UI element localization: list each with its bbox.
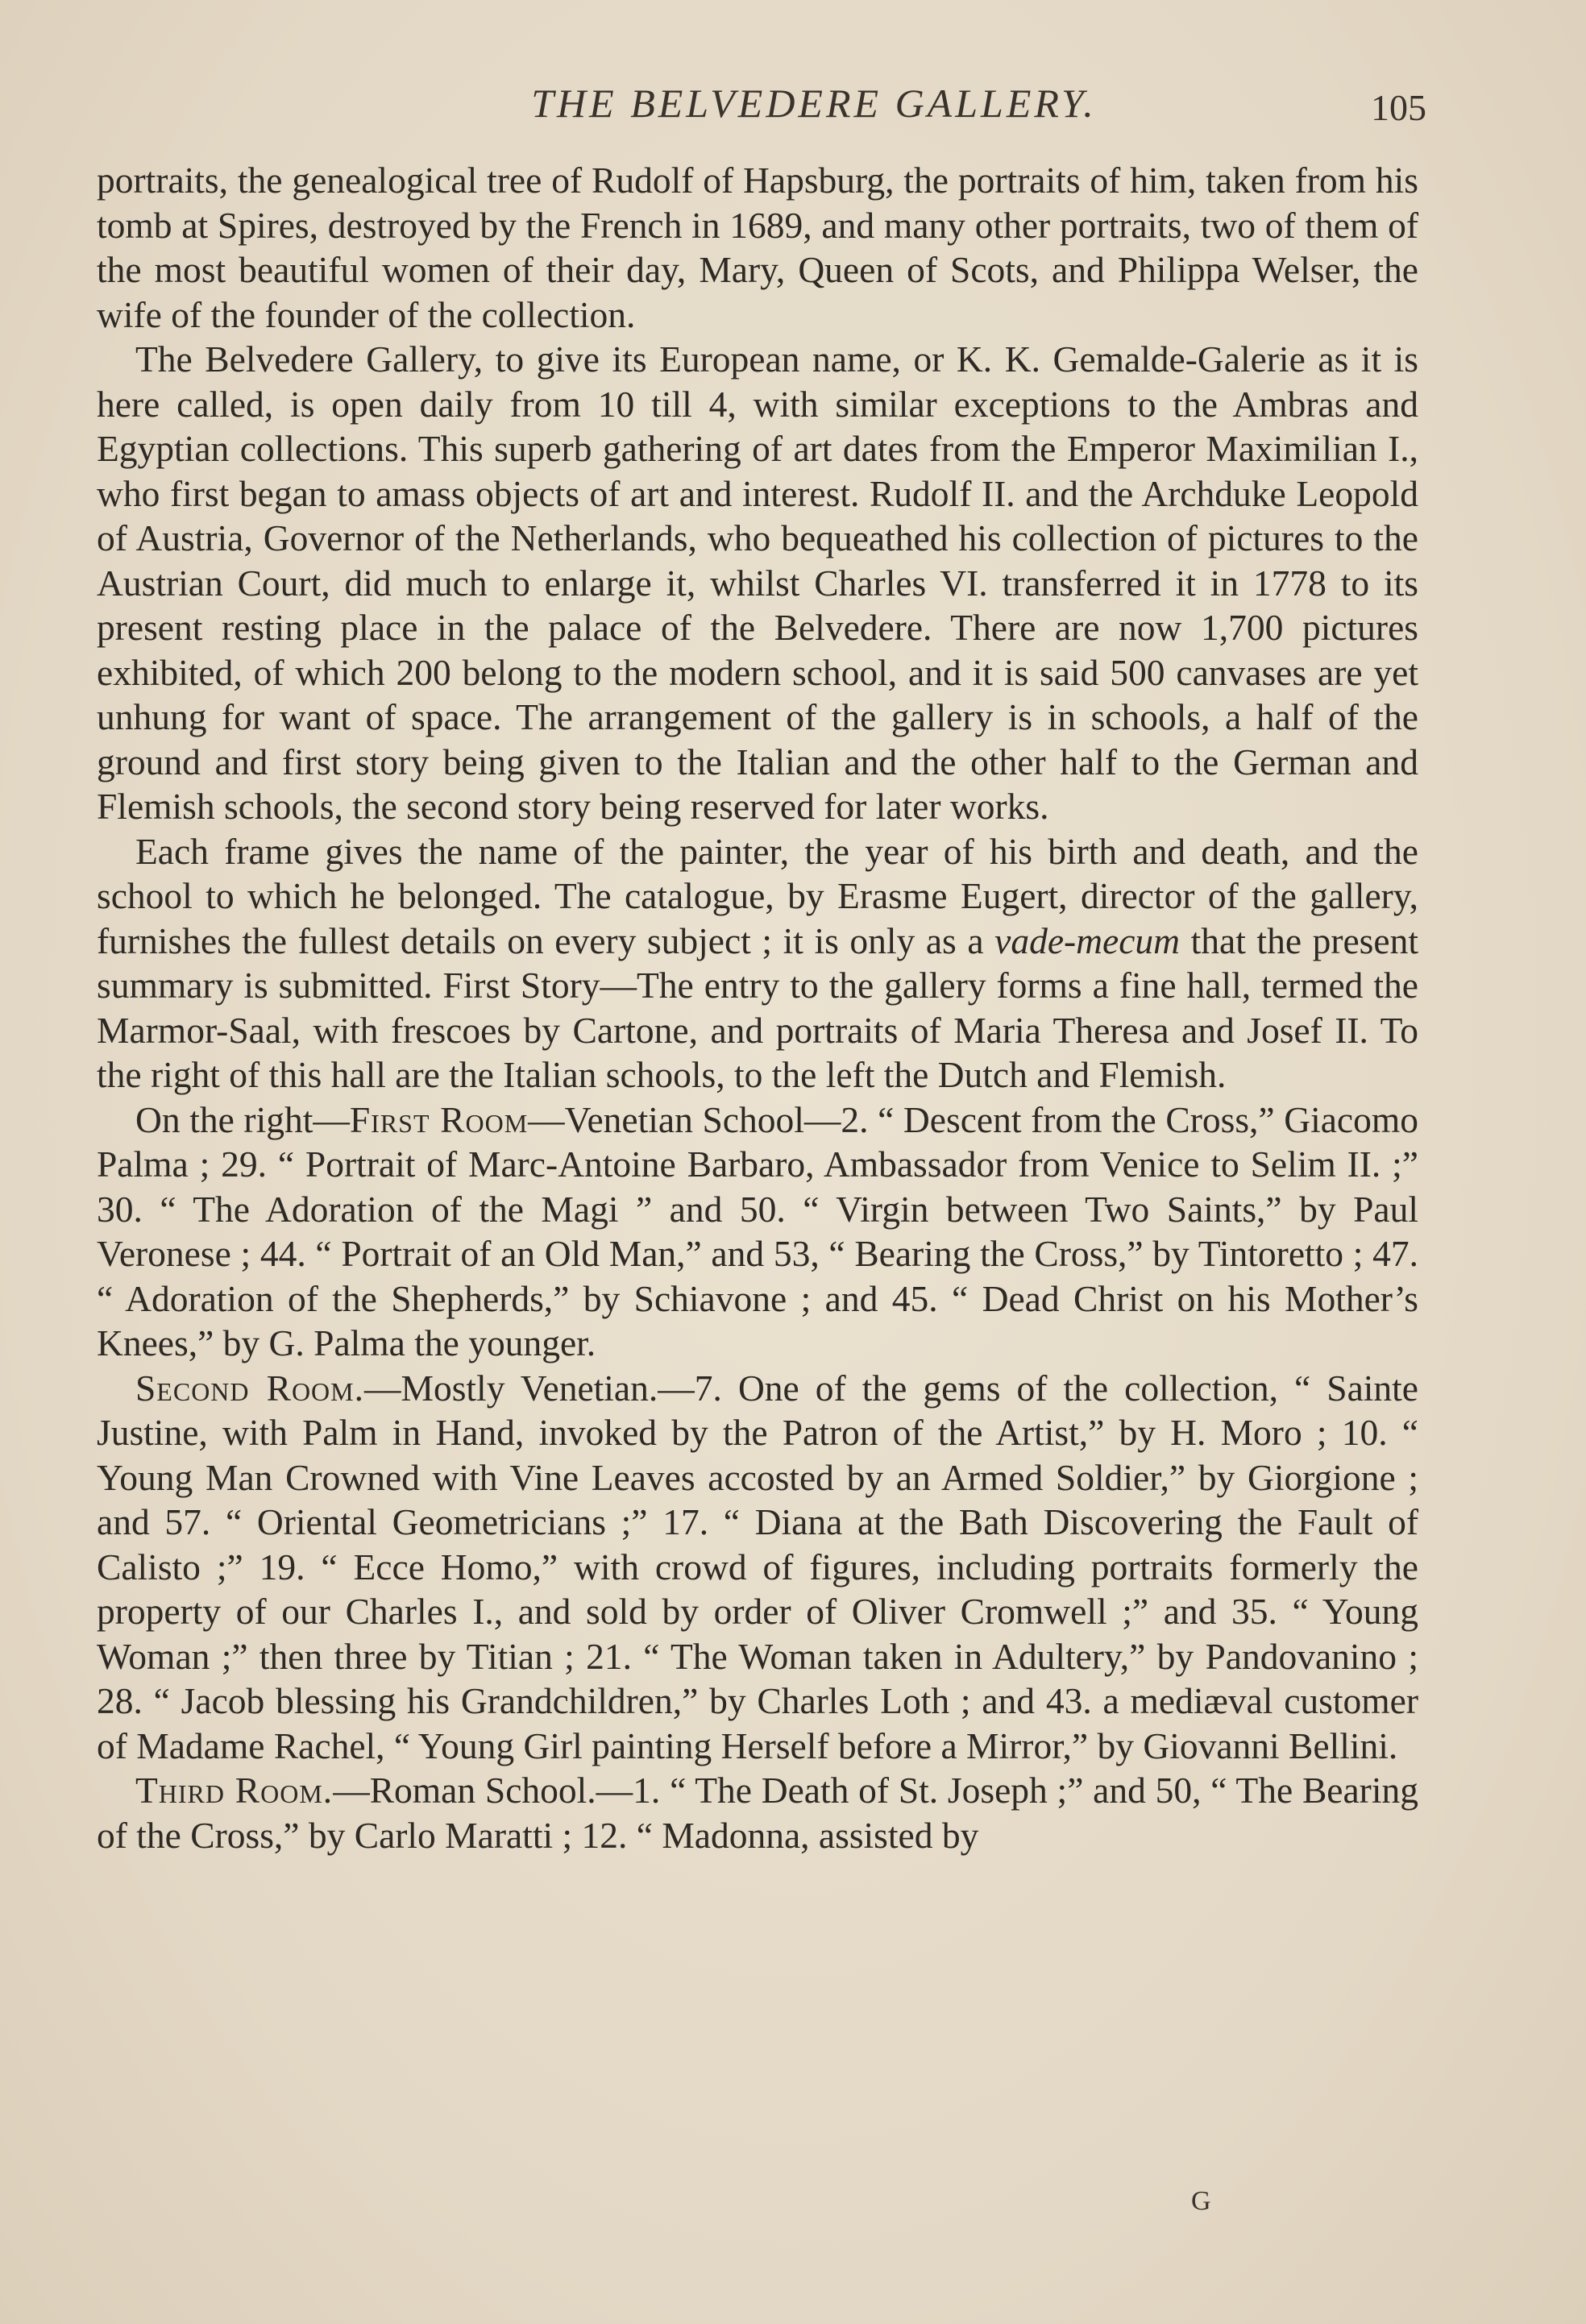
paragraph-second-room xyxy=(97,1366,1418,1769)
second-room-heading: Second Room. xyxy=(135,1367,364,1409)
first-room-lead: On the right— xyxy=(135,1098,350,1140)
running-head xyxy=(97,79,1426,135)
italic-term: vade-mecum xyxy=(994,919,1181,961)
third-room-heading: Third Room. xyxy=(135,1770,334,1811)
running-title: THE BELVEDERE GALLERY. xyxy=(531,81,1097,126)
paragraph-belvedere-intro: The Belvedere Gallery, to give its European name, or K. K. Gemalde-Galerie as it is here called, is open daily from 10 till 4, with similar exceptions to the Ambras and Egyptian collections. This superb gathering of art dates from the Emperor Maximilian I., who first began to amass objects of art and interest. Rudolf II. and the Archduke Leopold of Austria, Governor of the Netherlands, who bequeathed his collection of pictures to the Austrian Court, did much to enlarge it, whilst Charles VI. transferred it in 1778 to its present resting place in the palace of the Belvedere. There are now 1,700 pictures exhibited, of which 200 belong to the modern school, and it is said 500 canvases are yet unhung for want of space. The arrangement of the gallery is in schools, a half of the ground and first story being given to the Italian and the other half to the German and Flemish schools, the second story being reserved for later works. xyxy=(97,338,1418,827)
page-number: 105 xyxy=(1371,87,1426,128)
paragraph-first-room xyxy=(97,1098,1418,1366)
paragraph-catalogue-text-a: Each frame gives the name of the painter, the year of his birth and death, and the school to which he belonged. The catalogue, by Erasme Eugert, director of the gallery, furnishes the fullest details on every subject ; it is only as a xyxy=(97,830,1418,961)
paragraph-catalogue xyxy=(97,829,1418,1098)
body-text xyxy=(97,158,1418,1857)
paragraph-catalogue-text-b: that the present summary is submitted. First Story—The entry to the gallery forms a fine hall, termed the Marmor-Saal, with frescoes by Cartone, and portraits of Maria Theresa and Josef II. To the right of this hall are the Italian schools, to the left the Dutch and Flemish. xyxy=(97,919,1418,1095)
paragraph-third-room xyxy=(97,1768,1418,1857)
second-room-text: —Mostly Venetian.—7. One of the gems of the collection, “ Sainte Justine, with Palm in Hand, invoked by the Patron of the Artist,” by H. Moro ; 10. “ Young Man Crowned with Vine Leaves accosted by an Armed Soldier,” by Giorgione ; and 57. “ Oriental Geometricians ;” 17. “ Diana at the Bath Discovering the Fault of Calisto ;” 19. “ Ecce Homo,” with crowd of figures, including portraits formerly the property of our Charles I., and sold by order of Oliver Cromwell ;” and 35. “ Young Woman ;” then three by Titian ; 21. “ The Woman taken in Adultery,” by Pandovanino ; 28. “ Jacob blessing his Grandchildren,” by Charles Loth ; and 43. a mediæval customer of Madame Rachel, “ Young Girl painting Herself before a Mirror,” by Giovanni Bellini. xyxy=(97,1367,1418,1766)
signature-mark: G xyxy=(1191,2186,1211,2216)
paragraph-continuation: portraits, the genealogical tree of Rudolf of Hapsburg, the portraits of him, taken from his tomb at Spires, destroyed by the French in 1689, and many other portraits, two of them of the most beautiful women of their day, Mary, Queen of Scots, and Philippa Welser, the wife of the founder of the collection. xyxy=(97,160,1418,335)
first-room-text: —Venetian School—2. “ Descent from the Cross,” Giacomo Palma ; 29. “ Portrait of Marc-Antoine Barbaro, Ambassador from Venice to Selim II. ;” 30. “ The Adoration of the Magi ” and 50. “ Virgin between Two Saints,” by Paul Veronese ; 44. “ Portrait of an Old Man,” and 53, “ Bearing the Cross,” by Tintoretto ; 47. “ Adoration of the Shepherds,” by Schiavone ; and 45. “ Dead Christ on his Mother’s Knees,” by G. Palma the younger. xyxy=(97,1098,1418,1363)
third-room-text: —Roman School.—1. “ The Death of St. Joseph ;” and 50, “ The Bearing of the Cross,” by Carlo Maratti ; 12. “ Madonna, assisted by xyxy=(97,1770,1418,1856)
first-room-heading: First Room xyxy=(349,1098,529,1140)
